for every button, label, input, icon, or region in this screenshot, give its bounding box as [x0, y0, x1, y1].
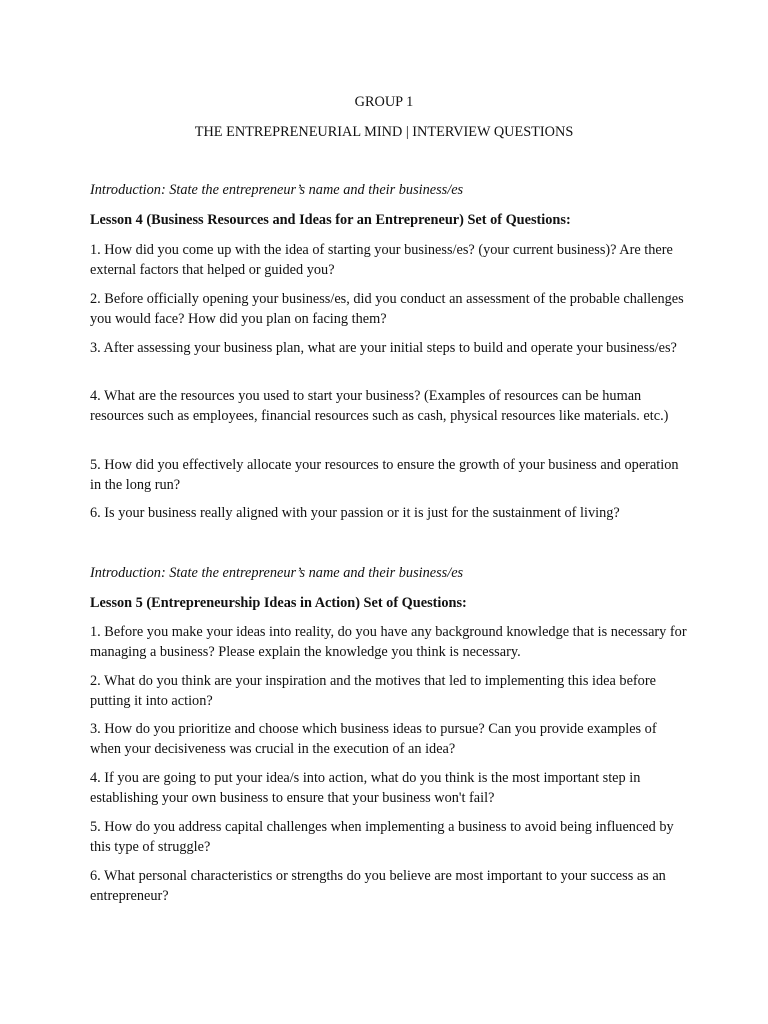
section-1-intro: Introduction: State the entrepreneur’s name and their business/es [90, 182, 464, 198]
section-2-question-1: 1. Before you make your ideas into reality, do you have any background knowledge that is necessary for managing a business? Please explain the knowledge you think is necessary. [90, 624, 687, 660]
section-1-question-2: 2. Before officially opening your business/es, did you conduct an assessment of the probable challenges you would face? How did you plan on facing them? [90, 291, 684, 327]
section-2-question-3: 3. How do you prioritize and choose which business ideas to pursue? Can you provide examples of when your decisiveness was crucial in the execution of an idea? [90, 721, 657, 757]
section-2-question-2: 2. What do you think are your inspiration and the motives that led to implementing this idea before putting it into action? [90, 673, 656, 709]
section-1-question-1: 1. How did you come up with the idea of starting your business/es? (your current business)? Are there external factors that helped or guided you? [90, 242, 673, 278]
section-1-question-3: 3. After assessing your business plan, what are your initial steps to build and operate your business/es? [90, 340, 677, 356]
section-1-question-4: 4. What are the resources you used to start your business? (Examples of resources can be human resources such as employees, financial resources such as cash, physical resources like materials. etc.) [90, 388, 669, 424]
section-1-lesson-heading: Lesson 4 (Business Resources and Ideas for an Entrepreneur) Set of Questions: [90, 212, 571, 228]
section-2-question-4: 4. If you are going to put your idea/s into action, what do you think is the most important step in establishing your own business to ensure that your business won't fail? [90, 770, 641, 806]
section-2-lesson-heading: Lesson 5 (Entrepreneurship Ideas in Action) Set of Questions: [90, 595, 467, 611]
section-2-question-6: 6. What personal characteristics or strengths do you believe are most important to your success as an entrepreneur? [90, 868, 666, 904]
group-heading: GROUP 1 [354, 94, 414, 110]
section-1-question-5: 5. How did you effectively allocate your resources to ensure the growth of your business and operation in the long run? [90, 457, 679, 493]
section-2-question-5: 5. How do you address capital challenges when implementing a business to avoid being influenced by this type of struggle? [90, 819, 674, 855]
document-title: THE ENTREPRENEURIAL MIND | INTERVIEW QUESTIONS [194, 124, 574, 140]
section-1-question-6: 6. Is your business really aligned with your passion or it is just for the sustainment of living? [90, 505, 620, 521]
section-2-intro: Introduction: State the entrepreneur’s name and their business/es [90, 565, 464, 581]
